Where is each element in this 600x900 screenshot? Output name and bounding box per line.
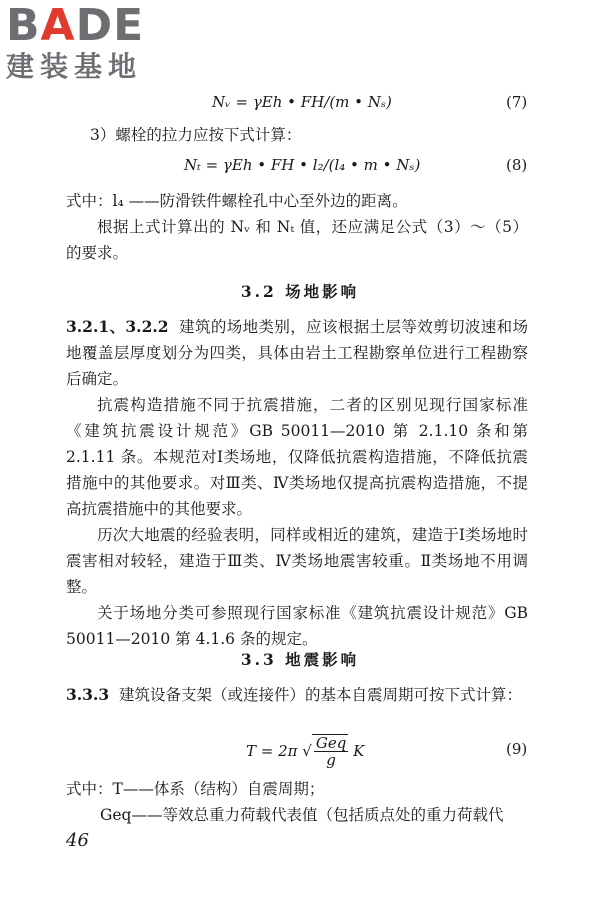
equation-9-sqrt: √ $\frac{\text{Geq}}{g}$ [302,734,347,769]
equation-9-numerator: Geq [315,734,347,752]
equation-9 [0,728,600,772]
equation-8-formula: Nₜ = γEh • FH • l₂/(l₄ • m • Nₛ) [184,156,421,174]
equation-8 [0,150,600,180]
section-3-3-heading: 3.3 地震影响 [240,650,360,669]
equation-9-formula [246,734,364,768]
equation-9-number: (9) [506,740,528,758]
clause-3-2-1-label: 3.2.1、3.2.2 [66,317,169,336]
equation-7-number: (7) [506,93,528,111]
clause-3-3-3-text: 建筑设备支架（或连接件）的基本自震周期可按下式计算： [119,686,523,704]
clause-3-2-1 [66,314,528,392]
equation-9-rhs: K [353,742,365,760]
paragraph-earthquake-experience: 历次大地震的经验表明，同样或相近的建筑，建造于Ⅰ类场地时震害相对较轻，建造于Ⅲ类、Ⅳ类场地震害较重。Ⅱ类场地不用调整。 [66,526,528,596]
where-Geq: Geq——等效总重力荷载代表值（包括质点处的重力荷载代 [100,806,504,824]
section-3-2-heading: 3.2 场地影响 [240,282,360,301]
logo-chinese: 建装基地 [6,50,143,83]
item-3-text: 3）螺栓的拉力应按下式计算： [90,126,302,144]
paragraph-nv-nt: 根据上式计算出的 Nᵥ 和 Nₜ 值，还应满足公式（3）～（5）的要求。 [66,218,528,262]
equation-7 [0,87,600,117]
where-l4: 式中：l₄ ——防滑铁件螺栓孔中心至外边的距离。 [66,192,408,210]
where-T: 式中：T——体系（结构）自震周期； [66,780,325,798]
page-number: 46 [66,830,89,851]
clause-3-3-3-label: 3.3.3 [66,685,110,704]
equation-8-number: (8) [506,156,528,174]
clause-3-2-1-text: 建筑的场地类别，应该根据土层等效剪切波速和场地覆盖层厚度划分为四类，具体由岩土工程勘察单位进行工程勘察后确定。 [66,318,528,388]
logo-wordmark: BADE [6,0,145,51]
paragraph-site-classification: 关于场地分类可参照现行国家标准《建筑抗震设计规范》GB 50011—2010 第 4.1.6 条的规定。 [66,604,528,648]
paragraph-seismic-measures: 抗震构造措施不同于抗震措施，二者的区别见现行国家标准《建筑抗震设计规范》GB 50011—2010 第 2.1.10 条和第 2.1.11 条。本规范对Ⅰ类场地，仅降低抗震构造措施，不降低抗震措施中的其他要求。对Ⅲ类、Ⅳ类场地仅提高抗震构造措施，不提高抗震措施中的其他要求。 [66,396,528,518]
clause-3-3-3 [66,682,528,708]
equation-9-fraction [312,734,348,768]
bade-logo [6,0,145,84]
equation-7-formula: Nᵥ = γEh • FH/(m • Nₛ) [212,93,392,111]
equation-9-denominator: g [326,751,336,769]
equation-9-lhs: T = 2π [246,742,298,760]
